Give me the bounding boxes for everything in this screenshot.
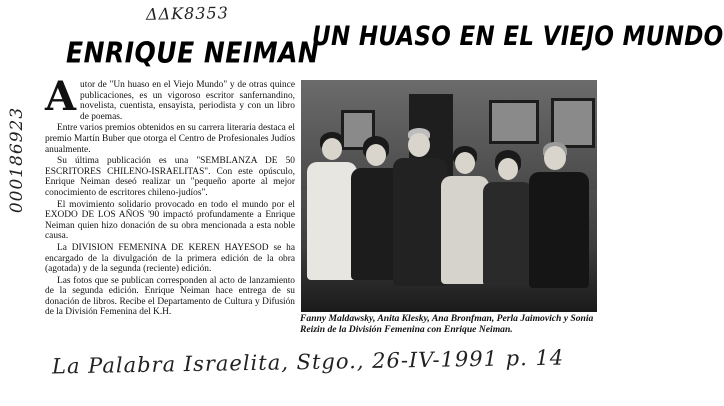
wall-picture-frame — [489, 100, 539, 144]
handwritten-citation: La Palabra Israelita, Stgo., 26-IV-1991 p. 14 — [51, 345, 565, 379]
article-paragraph: Su última publicación es una "SEMBLANZA DE 50 ESCRITORES CHILENO-ISRAELITAS". Con este opúsculo, Enrique Neiman deseó realizar un "pequeño aporte al mejor conocimiento de escritores chileno-judíos". — [45, 156, 295, 198]
article-paragraph: Entre varios premios obtenidos en su carrera literaria destaca el premio Martín Buber que otorga el Centro de Profesionales Judíos anualmente. — [45, 123, 295, 155]
article-body — [45, 73, 295, 319]
article-paragraph — [45, 73, 295, 122]
group-photo — [301, 80, 597, 312]
article-paragraph: La DIVISION FEMENINA DE KEREN HAYESOD se ha encargado de la divulgación de la primera edición de la obra (agotada) y de la segunda (reciente) edición. — [45, 242, 295, 275]
article-paragraph: Las fotos que se publican corresponden al acto de lanzamiento de la segunda edición. Enrique Neiman hace entrega de su donación de libros. Recibe el Departamento de Cultura y Difusión de la División Femenina del K.H. — [45, 275, 295, 318]
paragraph-text: utor de "Un huaso en el Viejo Mundo" y de otras quince publicaciones, es un vigoroso escritor sanfernandino, novelista, cuentista, ensayista, periodista y con un libro de poemas. — [80, 80, 295, 122]
article-title-headline: UN HUASO EN EL VIEJO MUNDO — [312, 22, 724, 52]
wall-picture-frame — [551, 98, 595, 148]
author-name-headline: ENRIQUE NEIMAN — [66, 36, 320, 70]
side-catalog-code: 000186923 — [7, 106, 27, 214]
archive-code: ΔΔK8353 — [145, 3, 229, 24]
photo-caption: Fanny Maldawsky, Anita Klesky, Ana Bronfman, Perla Jaimovich y Sonia Reizin de la División Femenina con Enrique Neiman. — [300, 313, 594, 335]
drop-cap: A — [45, 73, 77, 120]
article-paragraph: El movimiento solidario provocado en todo el mundo por el EXODO DE LOS AÑOS '90 impactó profundamente a Enrique Neiman quien hizo donación de su obra mencionada a esta noble causa. — [45, 199, 295, 242]
